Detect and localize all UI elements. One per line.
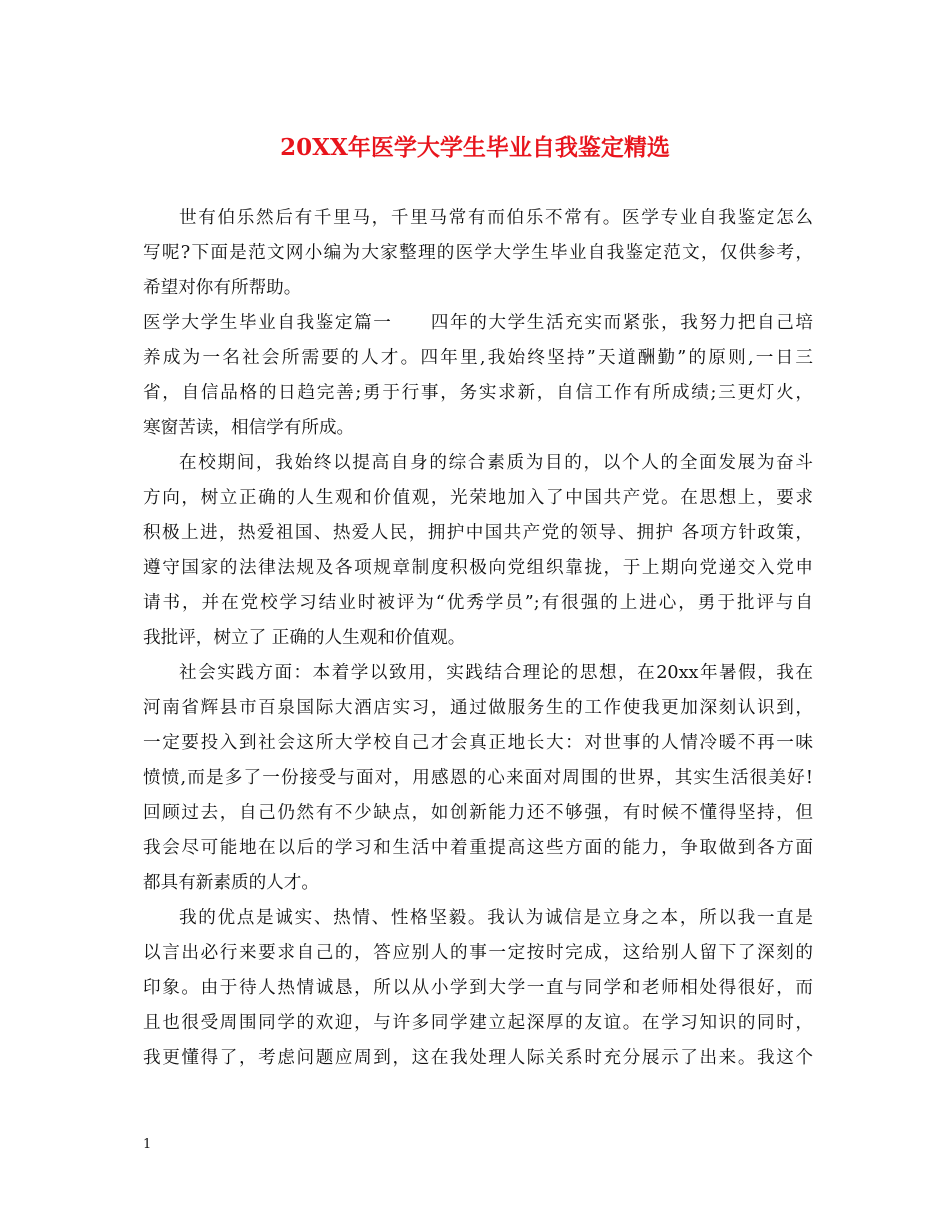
paragraph-line: 遵守国家的法律法规及各项规章制度积极向党组织靠拢，于上期向党递交入党申 — [143, 558, 813, 578]
paragraph-line: 回顾过去，自己仍然有不少缺点，如创新能力还不够强，有时候不懂得坚持，但 — [143, 803, 813, 823]
paragraph-line: 河南省辉县市百泉国际大酒店实习，通过做服务生的工作使我更加深刻认识到， — [143, 698, 813, 718]
paragraph-line: 都具有新素质的人才。 — [143, 873, 319, 893]
paragraph-line: 寒窗苦读，相信学有所成。 — [143, 418, 355, 438]
paragraph-line: 养成为一名社会所需要的人才。四年里,我始终坚持”天道酬勤”的原则,一日三 — [143, 348, 813, 368]
paragraph-line: 愤愤,而是多了一份接受与面对，用感恩的心来面对周围的世界，其实生活很美好! — [143, 768, 813, 788]
paragraph-line: 请书，并在党校学习结业时被评为“优秀学员”;有很强的上进心，勇于批评与自 — [143, 593, 813, 613]
paragraph-line: 我会尽可能地在以后的学习和生活中着重提高这些方面的能力，争取做到各方面 — [143, 838, 813, 858]
paragraph-line: 且也很受周围同学的欢迎，与许多同学建立起深厚的友谊。在学习知识的同时， — [143, 1013, 813, 1033]
paragraph-line: 希望对你有所帮助。 — [143, 278, 302, 298]
paragraph-line: 积极上进，热爱祖国、热爱人民，拥护中国共产党的领导、拥护 各项方针政策， — [143, 523, 813, 543]
paragraph-line: 我的优点是诚实、热情、性格坚毅。我认为诚信是立身之本，所以我一直是 — [179, 908, 813, 928]
paragraph-line: 社会实践方面：本着学以致用，实践结合理论的思想，在20xx年暑假，我在 — [179, 663, 813, 683]
paragraph-line: 写呢?下面是范文网小编为大家整理的医学大学生毕业自我鉴定范文，仅供参考， — [143, 243, 813, 263]
page-number: 1 — [143, 1137, 152, 1152]
paragraph-line: 方向，树立正确的人生观和价值观，光荣地加入了中国共产党。在思想上，要求 — [143, 488, 813, 508]
paragraph-line: 以言出必行来要求自己的，答应别人的事一定按时完成，这给别人留下了深刻的 — [143, 943, 813, 963]
paragraph-line: 省，自信品格的日趋完善;勇于行事，务实求新，自信工作有所成绩;三更灯火， — [143, 383, 813, 403]
paragraph-line: 我更懂得了，考虑问题应周到，这在我处理人际关系时充分展示了出来。我这个 — [143, 1048, 813, 1068]
paragraph-line: 在校期间，我始终以提高自身的综合素质为目的，以个人的全面发展为奋斗 — [179, 453, 813, 473]
document-title: 20XX年医学大学生毕业自我鉴定精选 — [280, 134, 670, 161]
paragraph-line: 我批评，树立了 正确的人生观和价值观。 — [143, 628, 466, 648]
paragraph-line: 一定要投入到社会这所大学校自己才会真正地长大：对世事的人情冷暖不再一味 — [143, 733, 813, 753]
paragraph-line: 医学大学生毕业自我鉴定篇一 四年的大学生活充实而紧张，我努力把自己培 — [143, 313, 813, 333]
paragraph-line: 世有伯乐然后有千里马，千里马常有而伯乐不常有。医学专业自我鉴定怎么 — [179, 208, 813, 228]
paragraph-line: 印象。由于待人热情诚恳，所以从小学到大学一直与同学和老师相处得很好，而 — [143, 978, 813, 998]
